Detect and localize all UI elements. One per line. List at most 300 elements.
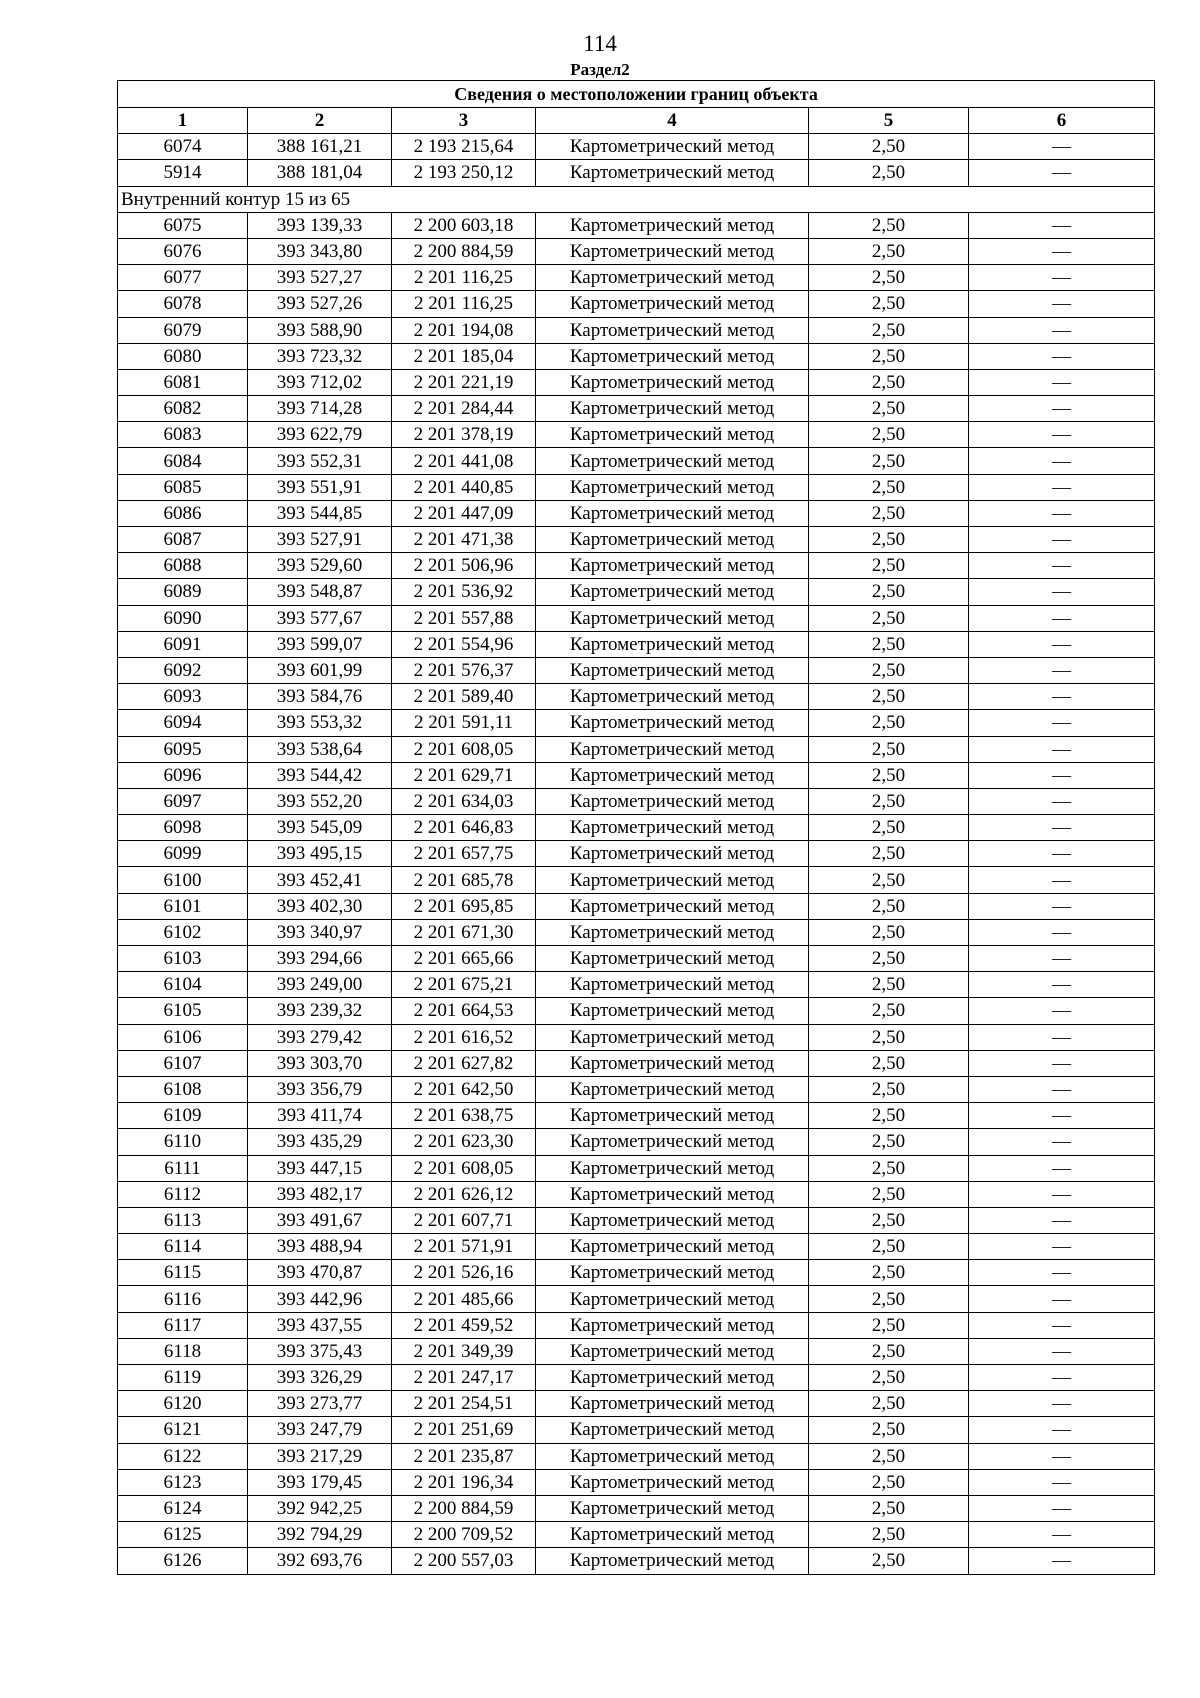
method-cell: Картометрический метод xyxy=(536,1024,809,1050)
accuracy-cell: 2,50 xyxy=(809,867,969,893)
accuracy-cell: 2,50 xyxy=(809,369,969,395)
method-cell: Картометрический метод xyxy=(536,1365,809,1391)
accuracy-cell: 2,50 xyxy=(809,1312,969,1338)
table-row xyxy=(118,815,1155,841)
method-cell: Картометрический метод xyxy=(536,1312,809,1338)
table-row xyxy=(118,867,1155,893)
description-cell: — xyxy=(969,972,1155,998)
accuracy-cell: 2,50 xyxy=(809,841,969,867)
accuracy-cell: 2,50 xyxy=(809,657,969,683)
x-coordinate-cell: 393 622,79 xyxy=(248,422,392,448)
accuracy-cell: 2,50 xyxy=(809,1469,969,1495)
table-row xyxy=(118,1495,1155,1521)
description-cell: — xyxy=(969,867,1155,893)
description-cell: — xyxy=(969,946,1155,972)
y-coordinate-cell: 2 201 675,21 xyxy=(392,972,536,998)
x-coordinate-cell: 393 588,90 xyxy=(248,317,392,343)
y-coordinate-cell: 2 201 196,34 xyxy=(392,1469,536,1495)
x-coordinate-cell: 393 491,67 xyxy=(248,1207,392,1233)
x-coordinate-cell: 392 942,25 xyxy=(248,1495,392,1521)
accuracy-cell: 2,50 xyxy=(809,291,969,317)
table-row xyxy=(118,1234,1155,1260)
point-number-cell: 6101 xyxy=(118,893,248,919)
accuracy-cell: 2,50 xyxy=(809,343,969,369)
y-coordinate-cell: 2 201 554,96 xyxy=(392,631,536,657)
x-coordinate-cell: 393 179,45 xyxy=(248,1469,392,1495)
method-cell: Картометрический метод xyxy=(536,396,809,422)
y-coordinate-cell: 2 201 629,71 xyxy=(392,762,536,788)
method-cell: Картометрический метод xyxy=(536,343,809,369)
x-coordinate-cell: 393 435,29 xyxy=(248,1129,392,1155)
accuracy-cell: 2,50 xyxy=(809,1338,969,1364)
description-cell: — xyxy=(969,1469,1155,1495)
table-row xyxy=(118,238,1155,264)
table-row xyxy=(118,291,1155,317)
description-cell: — xyxy=(969,1417,1155,1443)
table-row xyxy=(118,684,1155,710)
point-number-cell: 6089 xyxy=(118,579,248,605)
table-row xyxy=(118,448,1155,474)
method-cell: Картометрический метод xyxy=(536,1207,809,1233)
table-row xyxy=(118,1417,1155,1443)
point-number-cell: 6102 xyxy=(118,919,248,945)
point-number-cell: 6112 xyxy=(118,1181,248,1207)
point-number-cell: 6103 xyxy=(118,946,248,972)
point-number-cell: 6079 xyxy=(118,317,248,343)
method-cell: Картометрический метод xyxy=(536,631,809,657)
description-cell: — xyxy=(969,291,1155,317)
method-cell: Картометрический метод xyxy=(536,579,809,605)
accuracy-cell: 2,50 xyxy=(809,762,969,788)
method-cell: Картометрический метод xyxy=(536,369,809,395)
description-cell: — xyxy=(969,1365,1155,1391)
x-coordinate-cell: 393 139,33 xyxy=(248,212,392,238)
table-body xyxy=(118,134,1155,1574)
y-coordinate-cell: 2 201 349,39 xyxy=(392,1338,536,1364)
accuracy-cell: 2,50 xyxy=(809,553,969,579)
y-coordinate-cell: 2 201 459,52 xyxy=(392,1312,536,1338)
contour-heading-row xyxy=(118,186,1155,212)
accuracy-cell: 2,50 xyxy=(809,238,969,264)
accuracy-cell: 2,50 xyxy=(809,134,969,160)
y-coordinate-cell: 2 201 221,19 xyxy=(392,369,536,395)
description-cell: — xyxy=(969,1522,1155,1548)
method-cell: Картометрический метод xyxy=(536,1469,809,1495)
point-number-cell: 6086 xyxy=(118,500,248,526)
method-cell: Картометрический метод xyxy=(536,946,809,972)
column-number: 3 xyxy=(392,108,536,134)
y-coordinate-cell: 2 201 671,30 xyxy=(392,919,536,945)
description-cell: — xyxy=(969,1076,1155,1102)
table-row xyxy=(118,1103,1155,1129)
y-coordinate-cell: 2 201 634,03 xyxy=(392,788,536,814)
x-coordinate-cell: 393 527,26 xyxy=(248,291,392,317)
table-row xyxy=(118,1365,1155,1391)
x-coordinate-cell: 393 544,42 xyxy=(248,762,392,788)
method-cell: Картометрический метод xyxy=(536,527,809,553)
method-cell: Картометрический метод xyxy=(536,1548,809,1574)
x-coordinate-cell: 393 294,66 xyxy=(248,946,392,972)
table-row xyxy=(118,1522,1155,1548)
x-coordinate-cell: 393 247,79 xyxy=(248,1417,392,1443)
column-number: 5 xyxy=(809,108,969,134)
x-coordinate-cell: 392 693,76 xyxy=(248,1548,392,1574)
method-cell: Картометрический метод xyxy=(536,448,809,474)
table-row xyxy=(118,474,1155,500)
accuracy-cell: 2,50 xyxy=(809,422,969,448)
table-row xyxy=(118,134,1155,160)
method-cell: Картометрический метод xyxy=(536,1155,809,1181)
x-coordinate-cell: 393 714,28 xyxy=(248,396,392,422)
description-cell: — xyxy=(969,1495,1155,1521)
accuracy-cell: 2,50 xyxy=(809,160,969,186)
table-row xyxy=(118,369,1155,395)
accuracy-cell: 2,50 xyxy=(809,1050,969,1076)
table-row xyxy=(118,1443,1155,1469)
point-number-cell: 6092 xyxy=(118,657,248,683)
point-number-cell: 6078 xyxy=(118,291,248,317)
description-cell: — xyxy=(969,343,1155,369)
description-cell: — xyxy=(969,527,1155,553)
x-coordinate-cell: 393 599,07 xyxy=(248,631,392,657)
point-number-cell: 6076 xyxy=(118,238,248,264)
accuracy-cell: 2,50 xyxy=(809,1155,969,1181)
point-number-cell: 6088 xyxy=(118,553,248,579)
x-coordinate-cell: 393 584,76 xyxy=(248,684,392,710)
accuracy-cell: 2,50 xyxy=(809,1365,969,1391)
description-cell: — xyxy=(969,1234,1155,1260)
accuracy-cell: 2,50 xyxy=(809,684,969,710)
y-coordinate-cell: 2 201 571,91 xyxy=(392,1234,536,1260)
table-row xyxy=(118,553,1155,579)
point-number-cell: 6081 xyxy=(118,369,248,395)
y-coordinate-cell: 2 201 616,52 xyxy=(392,1024,536,1050)
column-number: 6 xyxy=(969,108,1155,134)
accuracy-cell: 2,50 xyxy=(809,1129,969,1155)
accuracy-cell: 2,50 xyxy=(809,788,969,814)
method-cell: Картометрический метод xyxy=(536,841,809,867)
point-number-cell: 6082 xyxy=(118,396,248,422)
y-coordinate-cell: 2 201 646,83 xyxy=(392,815,536,841)
table-row xyxy=(118,265,1155,291)
x-coordinate-cell: 393 326,29 xyxy=(248,1365,392,1391)
x-coordinate-cell: 393 437,55 xyxy=(248,1312,392,1338)
table-row xyxy=(118,343,1155,369)
method-cell: Картометрический метод xyxy=(536,422,809,448)
section-title: Раздел2 xyxy=(570,60,630,79)
description-cell: — xyxy=(969,160,1155,186)
y-coordinate-cell: 2 201 116,25 xyxy=(392,265,536,291)
table-row xyxy=(118,998,1155,1024)
accuracy-cell: 2,50 xyxy=(809,1024,969,1050)
description-cell: — xyxy=(969,762,1155,788)
accuracy-cell: 2,50 xyxy=(809,815,969,841)
point-number-cell: 6115 xyxy=(118,1260,248,1286)
y-coordinate-cell: 2 201 254,51 xyxy=(392,1391,536,1417)
column-number: 1 xyxy=(118,108,248,134)
accuracy-cell: 2,50 xyxy=(809,474,969,500)
method-cell: Картометрический метод xyxy=(536,1076,809,1102)
description-cell: — xyxy=(969,1207,1155,1233)
description-cell: — xyxy=(969,1312,1155,1338)
point-number-cell: 6125 xyxy=(118,1522,248,1548)
x-coordinate-cell: 393 495,15 xyxy=(248,841,392,867)
table-row xyxy=(118,1312,1155,1338)
y-coordinate-cell: 2 201 536,92 xyxy=(392,579,536,605)
point-number-cell: 6109 xyxy=(118,1103,248,1129)
method-cell: Картометрический метод xyxy=(536,1286,809,1312)
accuracy-cell: 2,50 xyxy=(809,1181,969,1207)
x-coordinate-cell: 393 545,09 xyxy=(248,815,392,841)
accuracy-cell: 2,50 xyxy=(809,579,969,605)
point-number-cell: 6077 xyxy=(118,265,248,291)
x-coordinate-cell: 393 249,00 xyxy=(248,972,392,998)
table-row xyxy=(118,893,1155,919)
accuracy-cell: 2,50 xyxy=(809,1548,969,1574)
y-coordinate-cell: 2 201 608,05 xyxy=(392,736,536,762)
description-cell: — xyxy=(969,657,1155,683)
description-cell: — xyxy=(969,212,1155,238)
page-number: 114 xyxy=(583,31,617,56)
table-row xyxy=(118,972,1155,998)
x-coordinate-cell: 393 712,02 xyxy=(248,369,392,395)
y-coordinate-cell: 2 201 235,87 xyxy=(392,1443,536,1469)
accuracy-cell: 2,50 xyxy=(809,736,969,762)
table-row xyxy=(118,631,1155,657)
accuracy-cell: 2,50 xyxy=(809,972,969,998)
accuracy-cell: 2,50 xyxy=(809,1417,969,1443)
x-coordinate-cell: 393 356,79 xyxy=(248,1076,392,1102)
table-row xyxy=(118,422,1155,448)
description-cell: — xyxy=(969,1129,1155,1155)
table-row xyxy=(118,500,1155,526)
x-coordinate-cell: 388 161,21 xyxy=(248,134,392,160)
method-cell: Картометрический метод xyxy=(536,134,809,160)
y-coordinate-cell: 2 201 626,12 xyxy=(392,1181,536,1207)
description-cell: — xyxy=(969,238,1155,264)
method-cell: Картометрический метод xyxy=(536,291,809,317)
y-coordinate-cell: 2 200 884,59 xyxy=(392,238,536,264)
y-coordinate-cell: 2 201 608,05 xyxy=(392,1155,536,1181)
point-number-cell: 6105 xyxy=(118,998,248,1024)
x-coordinate-cell: 393 217,29 xyxy=(248,1443,392,1469)
accuracy-cell: 2,50 xyxy=(809,919,969,945)
description-cell: — xyxy=(969,631,1155,657)
accuracy-cell: 2,50 xyxy=(809,1495,969,1521)
point-number-cell: 6120 xyxy=(118,1391,248,1417)
y-coordinate-cell: 2 201 185,04 xyxy=(392,343,536,369)
method-cell: Картометрический метод xyxy=(536,972,809,998)
point-number-cell: 6108 xyxy=(118,1076,248,1102)
point-number-cell: 6080 xyxy=(118,343,248,369)
description-cell: — xyxy=(969,1155,1155,1181)
point-number-cell: 6106 xyxy=(118,1024,248,1050)
accuracy-cell: 2,50 xyxy=(809,1207,969,1233)
method-cell: Картометрический метод xyxy=(536,238,809,264)
table-row xyxy=(118,788,1155,814)
method-cell: Картометрический метод xyxy=(536,160,809,186)
table-row xyxy=(118,736,1155,762)
table-row xyxy=(118,762,1155,788)
y-coordinate-cell: 2 200 884,59 xyxy=(392,1495,536,1521)
table-row xyxy=(118,946,1155,972)
x-coordinate-cell: 393 551,91 xyxy=(248,474,392,500)
point-number-cell: 6124 xyxy=(118,1495,248,1521)
table-row xyxy=(118,1050,1155,1076)
point-number-cell: 6084 xyxy=(118,448,248,474)
point-number-cell: 6095 xyxy=(118,736,248,762)
x-coordinate-cell: 393 601,99 xyxy=(248,657,392,683)
table-row xyxy=(118,1286,1155,1312)
point-number-cell: 6117 xyxy=(118,1312,248,1338)
y-coordinate-cell: 2 201 607,71 xyxy=(392,1207,536,1233)
point-number-cell: 5914 xyxy=(118,160,248,186)
method-cell: Картометрический метод xyxy=(536,1443,809,1469)
method-cell: Картометрический метод xyxy=(536,657,809,683)
method-cell: Картометрический метод xyxy=(536,867,809,893)
table-row xyxy=(118,1129,1155,1155)
description-cell: — xyxy=(969,265,1155,291)
accuracy-cell: 2,50 xyxy=(809,1076,969,1102)
method-cell: Картометрический метод xyxy=(536,1391,809,1417)
accuracy-cell: 2,50 xyxy=(809,448,969,474)
method-cell: Картометрический метод xyxy=(536,710,809,736)
accuracy-cell: 2,50 xyxy=(809,500,969,526)
x-coordinate-cell: 393 273,77 xyxy=(248,1391,392,1417)
point-number-cell: 6083 xyxy=(118,422,248,448)
accuracy-cell: 2,50 xyxy=(809,265,969,291)
y-coordinate-cell: 2 201 440,85 xyxy=(392,474,536,500)
x-coordinate-cell: 393 239,32 xyxy=(248,998,392,1024)
description-cell: — xyxy=(969,1443,1155,1469)
point-number-cell: 6110 xyxy=(118,1129,248,1155)
point-number-cell: 6074 xyxy=(118,134,248,160)
description-cell: — xyxy=(969,369,1155,395)
x-coordinate-cell: 393 447,15 xyxy=(248,1155,392,1181)
description-cell: — xyxy=(969,1103,1155,1129)
y-coordinate-cell: 2 201 378,19 xyxy=(392,422,536,448)
description-cell: — xyxy=(969,134,1155,160)
method-cell: Картометрический метод xyxy=(536,1495,809,1521)
method-cell: Картометрический метод xyxy=(536,1050,809,1076)
y-coordinate-cell: 2 201 251,69 xyxy=(392,1417,536,1443)
table-row xyxy=(118,527,1155,553)
accuracy-cell: 2,50 xyxy=(809,1391,969,1417)
accuracy-cell: 2,50 xyxy=(809,527,969,553)
point-number-cell: 6107 xyxy=(118,1050,248,1076)
y-coordinate-cell: 2 193 215,64 xyxy=(392,134,536,160)
y-coordinate-cell: 2 200 603,18 xyxy=(392,212,536,238)
table-row xyxy=(118,1207,1155,1233)
x-coordinate-cell: 393 482,17 xyxy=(248,1181,392,1207)
table-row xyxy=(118,1024,1155,1050)
method-cell: Картометрический метод xyxy=(536,1103,809,1129)
accuracy-cell: 2,50 xyxy=(809,1286,969,1312)
table-row xyxy=(118,1260,1155,1286)
method-cell: Картометрический метод xyxy=(536,762,809,788)
x-coordinate-cell: 393 552,31 xyxy=(248,448,392,474)
description-cell: — xyxy=(969,1391,1155,1417)
method-cell: Картометрический метод xyxy=(536,736,809,762)
method-cell: Картометрический метод xyxy=(536,1129,809,1155)
point-number-cell: 6113 xyxy=(118,1207,248,1233)
table-row xyxy=(118,1338,1155,1364)
method-cell: Картометрический метод xyxy=(536,474,809,500)
accuracy-cell: 2,50 xyxy=(809,1443,969,1469)
method-cell: Картометрический метод xyxy=(536,212,809,238)
description-cell: — xyxy=(969,396,1155,422)
table-row xyxy=(118,919,1155,945)
table-row xyxy=(118,1076,1155,1102)
method-cell: Картометрический метод xyxy=(536,1522,809,1548)
y-coordinate-cell: 2 201 657,75 xyxy=(392,841,536,867)
point-number-cell: 6119 xyxy=(118,1365,248,1391)
point-number-cell: 6099 xyxy=(118,841,248,867)
point-number-cell: 6122 xyxy=(118,1443,248,1469)
point-number-cell: 6091 xyxy=(118,631,248,657)
y-coordinate-cell: 2 193 250,12 xyxy=(392,160,536,186)
method-cell: Картометрический метод xyxy=(536,684,809,710)
description-cell: — xyxy=(969,500,1155,526)
method-cell: Картометрический метод xyxy=(536,893,809,919)
table-row xyxy=(118,579,1155,605)
method-cell: Картометрический метод xyxy=(536,998,809,1024)
method-cell: Картометрический метод xyxy=(536,1181,809,1207)
description-cell: — xyxy=(969,605,1155,631)
x-coordinate-cell: 393 527,91 xyxy=(248,527,392,553)
point-number-cell: 6097 xyxy=(118,788,248,814)
x-coordinate-cell: 393 548,87 xyxy=(248,579,392,605)
accuracy-cell: 2,50 xyxy=(809,1103,969,1129)
y-coordinate-cell: 2 201 576,37 xyxy=(392,657,536,683)
method-cell: Картометрический метод xyxy=(536,1260,809,1286)
method-cell: Картометрический метод xyxy=(536,553,809,579)
x-coordinate-cell: 393 544,85 xyxy=(248,500,392,526)
table-row xyxy=(118,1155,1155,1181)
accuracy-cell: 2,50 xyxy=(809,1234,969,1260)
description-cell: — xyxy=(969,919,1155,945)
point-number-cell: 6104 xyxy=(118,972,248,998)
x-coordinate-cell: 393 402,30 xyxy=(248,893,392,919)
description-cell: — xyxy=(969,422,1155,448)
table-row xyxy=(118,1181,1155,1207)
accuracy-cell: 2,50 xyxy=(809,631,969,657)
x-coordinate-cell: 393 442,96 xyxy=(248,1286,392,1312)
table-caption: Сведения о местоположении границ объекта xyxy=(118,81,1155,108)
method-cell: Картометрический метод xyxy=(536,1234,809,1260)
point-number-cell: 6114 xyxy=(118,1234,248,1260)
column-number-row xyxy=(118,108,1155,134)
accuracy-cell: 2,50 xyxy=(809,1260,969,1286)
description-cell: — xyxy=(969,553,1155,579)
point-number-cell: 6075 xyxy=(118,212,248,238)
x-coordinate-cell: 393 411,74 xyxy=(248,1103,392,1129)
table-row xyxy=(118,160,1155,186)
point-number-cell: 6096 xyxy=(118,762,248,788)
x-coordinate-cell: 393 303,70 xyxy=(248,1050,392,1076)
point-number-cell: 6121 xyxy=(118,1417,248,1443)
x-coordinate-cell: 393 529,60 xyxy=(248,553,392,579)
description-cell: — xyxy=(969,1181,1155,1207)
accuracy-cell: 2,50 xyxy=(809,605,969,631)
accuracy-cell: 2,50 xyxy=(809,1522,969,1548)
y-coordinate-cell: 2 200 709,52 xyxy=(392,1522,536,1548)
description-cell: — xyxy=(969,710,1155,736)
x-coordinate-cell: 393 527,27 xyxy=(248,265,392,291)
description-cell: — xyxy=(969,788,1155,814)
table-row xyxy=(118,657,1155,683)
y-coordinate-cell: 2 201 685,78 xyxy=(392,867,536,893)
